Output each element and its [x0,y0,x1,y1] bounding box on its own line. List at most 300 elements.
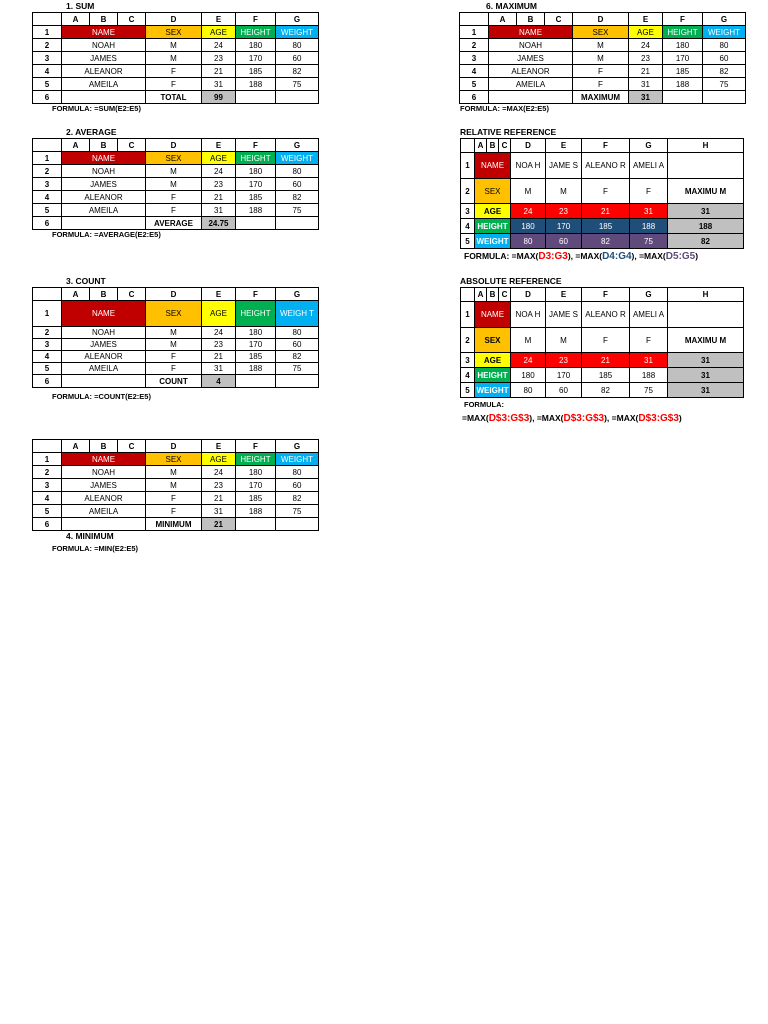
maximum-title: 6. MAXIMUM [486,1,537,11]
table-cell: NOA H [511,153,546,179]
sum-label: TOTAL [146,91,202,104]
table-cell: 23 [629,52,663,65]
table-cell [236,217,276,230]
table-cell: AMELI A [630,302,668,328]
table-cell: 1 [461,302,475,328]
table-cell: 75 [276,78,319,91]
table-row [461,328,744,353]
table-row [33,375,319,388]
table-cell: 23 [202,339,236,351]
table-cell: 170 [236,178,276,191]
table-cell: M [146,339,202,351]
table-cell: ALEANOR [489,65,573,78]
table-row [33,139,319,152]
table-cell: SEX [573,26,629,39]
table-cell: D [511,288,546,302]
table-cell [276,375,319,388]
table-cell: 21 [582,353,630,368]
table-cell: ALEANO R [582,153,630,179]
table-row [461,383,744,398]
table-cell: 75 [630,234,668,249]
table-cell: M [146,52,202,65]
table-cell: 4 [461,368,475,383]
table-cell [62,375,146,388]
table-cell: M [146,466,202,479]
table-cell: AMEILA [62,505,146,518]
table-cell: HEIGHT [236,152,276,165]
table-cell: NOA H [511,302,546,328]
table-cell: 60 [546,234,582,249]
table-cell: 2 [461,179,475,204]
table-cell: D [573,13,629,26]
table-cell: F [663,13,703,26]
minimum-title: 4. MINIMUM [66,531,114,541]
table-cell: M [511,328,546,353]
table-cell: 24 [629,39,663,52]
table-cell: NOAH [62,165,146,178]
table-cell: 170 [236,339,276,351]
relative-title: RELATIVE REFERENCE [460,127,557,137]
table-cell: 188 [668,219,744,234]
sum-title: 1. SUM [66,1,95,11]
table-cell: SEX [146,301,202,327]
table-cell: WEIGHT [276,453,319,466]
table-cell: 3 [460,52,489,65]
table-cell: M [546,179,582,204]
table-cell: 3 [33,339,62,351]
table-row [460,52,746,65]
table-cell: 3 [33,52,62,65]
table-cell: 3 [461,353,475,368]
table-cell: SEX [475,328,511,353]
table-cell: AGE [475,204,511,219]
table-cell: AGE [202,152,236,165]
absolute-table [460,287,744,398]
table-cell: 2 [33,39,62,52]
table-cell: 82 [276,492,319,505]
table-cell: 60 [703,52,746,65]
table-cell: A [62,288,90,301]
table-cell: F [573,65,629,78]
table-cell: 4 [460,65,489,78]
table-cell: HEIGHT [236,26,276,39]
table-cell: 23 [202,479,236,492]
minimum-formula: FORMULA: =MIN(E2:E5) [52,544,139,553]
table-cell: HEIGHT [236,453,276,466]
table-cell: 5 [33,78,62,91]
table-cell: 82 [582,234,630,249]
table-cell: WEIGHT [276,26,319,39]
table-cell: 188 [630,368,668,383]
table-row [461,153,744,179]
maximum-formula: FORMULA: =MAX(E2:E5) [460,104,549,113]
table-cell: 31 [630,353,668,368]
table-row [33,13,319,26]
table-row [460,91,746,104]
table-row [33,165,319,178]
table-cell: 60 [276,178,319,191]
table-row [33,152,319,165]
table-row [33,339,319,351]
table-cell: NAME [62,453,146,466]
table-cell: HEIGHT [475,368,511,383]
table-cell: MAXIMU M [668,179,744,204]
maximum-table [459,12,746,104]
table-cell [236,518,276,531]
table-row [33,288,319,301]
table-cell: 24 [202,39,236,52]
table-cell: 23 [202,52,236,65]
relative-formula: FORMULA: =MAX(D3:G3), =MAX(D4:G4), =MAX(D5:G5) [464,251,699,262]
table-cell: 82 [276,351,319,363]
table-cell: WEIGHT [703,26,746,39]
table-cell: 82 [276,191,319,204]
table-cell: 6 [33,91,62,104]
table-cell: E [546,288,582,302]
table-cell: AGE [202,301,236,327]
table-cell: E [546,139,582,153]
table-cell: 24 [202,327,236,339]
table-cell: AGE [475,353,511,368]
table-cell: 1 [33,152,62,165]
table-cell: 75 [703,78,746,91]
table-row [33,301,319,327]
table-cell: 75 [276,204,319,217]
table-cell: D [146,139,202,152]
table-cell: D [146,440,202,453]
table-cell: ALEANO R [582,302,630,328]
table-cell: AGE [629,26,663,39]
table-cell: G [703,13,746,26]
table-cell: NOAH [62,327,146,339]
table-cell: 3 [33,178,62,191]
table-cell [236,91,276,104]
table-cell: F [146,204,202,217]
sum-value: 99 [202,91,236,104]
table-cell: 4 [33,351,62,363]
table-cell: M [573,52,629,65]
average-label: AVERAGE [146,217,202,230]
table-cell: 31 [202,363,236,375]
table-cell: F [146,351,202,363]
table-cell: 2 [461,328,475,353]
table-row [33,492,319,505]
table-cell: 80 [276,39,319,52]
table-row [33,217,319,230]
table-cell: AMELI A [630,153,668,179]
table-cell: H [668,288,744,302]
table-cell: 185 [236,191,276,204]
table-cell: 170 [236,479,276,492]
table-cell: 21 [202,65,236,78]
table-cell: A [475,288,487,302]
table-cell: C [118,288,146,301]
table-cell: 82 [276,65,319,78]
table-cell: C [499,139,511,153]
table-cell: NAME [475,153,511,179]
table-cell: NAME [62,301,146,327]
table-row [33,91,319,104]
table-cell: SEX [146,453,202,466]
table-cell: 21 [202,191,236,204]
table-cell: 188 [236,204,276,217]
table-cell [33,139,62,152]
table-row [33,52,319,65]
table-cell [33,440,62,453]
table-cell: 5 [461,383,475,398]
table-cell: E [202,13,236,26]
table-cell: F [573,78,629,91]
table-cell: C [499,288,511,302]
table-cell: WEIGHT [475,234,511,249]
average-formula: FORMULA: =AVERAGE(E2:E5) [52,230,161,239]
table-cell: 31 [202,505,236,518]
table-cell: JAMES [62,479,146,492]
table-row [33,78,319,91]
table-cell: 1 [33,453,62,466]
table-cell: G [630,288,668,302]
table-cell [461,288,475,302]
table-cell: 180 [511,219,546,234]
table-cell: 170 [546,219,582,234]
table-cell: 180 [511,368,546,383]
table-cell: G [276,139,319,152]
table-cell: E [202,139,236,152]
table-row [33,479,319,492]
table-cell: 31 [629,78,663,91]
table-cell: F [146,78,202,91]
table-row [461,368,744,383]
average-value: 24.75 [202,217,236,230]
table-cell [33,288,62,301]
table-row [33,351,319,363]
table-cell: NOAH [489,39,573,52]
table-cell: B [90,440,118,453]
table-row [33,440,319,453]
absolute-formula: =MAX(D$3:G$3), =MAX(D$3:G$3), =MAX(D$3:G$3) [462,413,682,424]
table-cell: ALEANOR [62,65,146,78]
table-cell: M [146,178,202,191]
table-cell: 80 [276,165,319,178]
table-cell: F [582,139,630,153]
table-cell: 80 [511,383,546,398]
table-cell [276,518,319,531]
table-cell: 180 [236,327,276,339]
table-row [33,363,319,375]
table-row [460,26,746,39]
table-cell: 170 [546,368,582,383]
table-cell [236,375,276,388]
table-cell: 188 [630,219,668,234]
table-cell: M [146,39,202,52]
table-cell [62,518,146,531]
table-cell: 31 [668,368,744,383]
table-cell: B [517,13,545,26]
table-cell: 75 [276,505,319,518]
minimum-value: 21 [202,518,236,531]
table-cell: F [146,363,202,375]
table-cell: NAME [62,152,146,165]
table-cell: 82 [703,65,746,78]
table-row [461,234,744,249]
table-cell [668,302,744,328]
table-cell: 80 [703,39,746,52]
table-cell: 185 [582,368,630,383]
table-cell: 31 [668,353,744,368]
table-cell: A [62,13,90,26]
table-cell: 185 [236,351,276,363]
table-cell: B [90,13,118,26]
table-row [33,26,319,39]
table-cell: F [236,440,276,453]
table-cell [460,13,489,26]
table-cell: WEIGHT [276,152,319,165]
table-cell: 180 [663,39,703,52]
table-cell: MAXIMU M [668,328,744,353]
minimum-label: MINIMUM [146,518,202,531]
table-cell: F [630,328,668,353]
table-cell: M [146,327,202,339]
table-cell: 6 [33,217,62,230]
table-cell [663,91,703,104]
table-cell: E [202,440,236,453]
maximum-value: 31 [629,91,663,104]
table-cell: 1 [33,301,62,327]
table-cell: WEIGHT [475,383,511,398]
table-row [461,219,744,234]
table-cell: 2 [33,165,62,178]
table-row [33,178,319,191]
table-cell: B [487,288,499,302]
table-cell: E [202,288,236,301]
table-cell: 4 [33,191,62,204]
table-cell: NOAH [62,39,146,52]
table-cell: H [668,139,744,153]
table-cell: 6 [33,375,62,388]
table-cell: C [118,440,146,453]
table-row [461,179,744,204]
table-cell: F [630,179,668,204]
table-row [460,78,746,91]
table-row [33,204,319,217]
table-cell: 82 [668,234,744,249]
table-cell [668,153,744,179]
table-cell [276,91,319,104]
table-row [460,39,746,52]
table-cell: AGE [202,26,236,39]
table-cell: 23 [546,204,582,219]
count-label: COUNT [146,375,202,388]
table-cell: 4 [33,492,62,505]
table-cell: JAME S [546,153,582,179]
table-cell: 60 [546,383,582,398]
table-cell: 6 [33,518,62,531]
table-row [461,139,744,153]
average-table [32,138,319,230]
table-cell: JAMES [489,52,573,65]
table-cell [276,217,319,230]
table-cell: M [573,39,629,52]
count-title: 3. COUNT [66,276,106,286]
table-cell: 23 [202,178,236,191]
table-cell: 170 [236,52,276,65]
table-cell: 82 [582,383,630,398]
table-cell: F [582,179,630,204]
table-cell: 180 [236,165,276,178]
table-cell: 75 [276,363,319,375]
table-cell: AMEILA [489,78,573,91]
table-cell: 1 [33,26,62,39]
table-cell: 5 [33,204,62,217]
table-cell: AGE [202,453,236,466]
table-cell: G [276,288,319,301]
table-cell: 80 [276,466,319,479]
table-cell: B [90,139,118,152]
table-cell: NAME [489,26,573,39]
table-row [461,302,744,328]
table-cell: NOAH [62,466,146,479]
table-cell: 31 [202,78,236,91]
table-cell: A [475,139,487,153]
table-cell: ALEANOR [62,351,146,363]
table-cell: M [146,479,202,492]
table-cell: 185 [663,65,703,78]
table-row [33,65,319,78]
table-cell: 80 [276,327,319,339]
table-cell: AMEILA [62,204,146,217]
table-cell: 170 [663,52,703,65]
table-cell: JAME S [546,302,582,328]
table-row [33,453,319,466]
table-cell: 185 [236,492,276,505]
table-cell: 5 [33,363,62,375]
table-cell: 4 [461,219,475,234]
table-cell: 180 [236,39,276,52]
table-cell: 188 [236,505,276,518]
maximum-label: MAXIMUM [573,91,629,104]
table-row [33,191,319,204]
table-row [460,13,746,26]
table-cell: B [487,139,499,153]
table-cell: 185 [236,65,276,78]
table-cell: G [276,440,319,453]
table-row [461,353,744,368]
table-cell: 5 [33,505,62,518]
table-cell: F [146,492,202,505]
table-cell [62,217,146,230]
table-cell: NAME [475,302,511,328]
table-cell: D [146,13,202,26]
absolute-formula-label: FORMULA: [464,400,504,409]
table-cell: WEIGH T [276,301,319,327]
table-cell: 5 [460,78,489,91]
table-cell: G [630,139,668,153]
table-cell: 3 [461,204,475,219]
table-cell: F [146,65,202,78]
table-cell [461,139,475,153]
count-value: 4 [202,375,236,388]
table-cell: 3 [33,479,62,492]
table-cell: 23 [546,353,582,368]
table-cell: AMEILA [62,363,146,375]
table-cell: A [62,139,90,152]
table-cell: 60 [276,339,319,351]
sum-formula: FORMULA: =SUM(E2:E5) [52,104,141,113]
table-cell: JAMES [62,178,146,191]
relative-table [460,138,744,249]
absolute-title: ABSOLUTE REFERENCE [460,276,562,286]
table-cell: 60 [276,479,319,492]
